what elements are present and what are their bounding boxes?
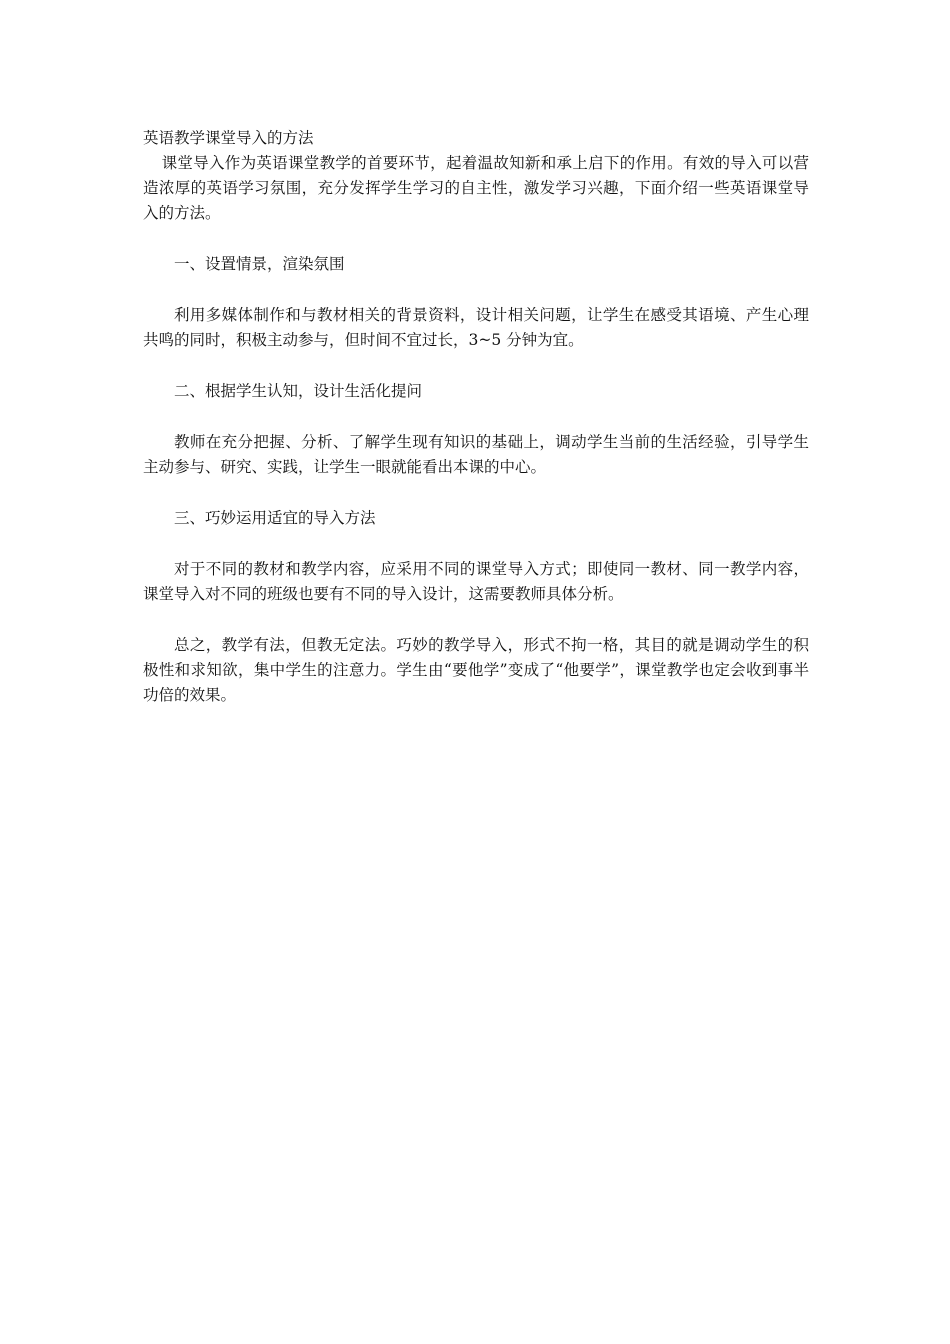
section-body-3: 对于不同的教材和教学内容，应采用不同的课堂导入方式；即使同一教材、同一教学内容，课堂导入对不同的班级也要有不同的导入设计，这需要教师具体分析。 (143, 560, 809, 603)
conclusion-paragraph: 总之，教学有法，但教无定法。巧妙的教学导入，形式不拘一格，其目的就是调动学生的积极性和求知欲，集中学生的注意力。学生由“要他学”变成了“他要学”，课堂教学也定会收到事半功倍的效果。 (143, 636, 809, 704)
section-body-2: 教师在充分把握、分析、了解学生现有知识的基础上，调动学生当前的生活经验，引导学生主动参与、研究、实践，让学生一眼就能看出本课的中心。 (143, 433, 809, 476)
section-heading-1: 一、设置情景，渲染氛围 (174, 255, 345, 273)
document-title: 英语教学课堂导入的方法 (143, 129, 314, 147)
document-page (143, 126, 809, 708)
section-heading-2: 二、根据学生认知，设计生活化提问 (174, 382, 423, 400)
section-heading-3: 三、巧妙运用适宜的导入方法 (174, 509, 376, 527)
intro-paragraph: 课堂导入作为英语课堂教学的首要环节，起着温故知新和承上启下的作用。有效的导入可以营造浓厚的英语学习氛围，充分发挥学生学习的自主性，激发学习兴趣，下面介绍一些英语课堂导入的方法。 (143, 154, 809, 222)
section-body-1: 利用多媒体制作和与教材相关的背景资料，设计相关问题，让学生在感受其语境、产生心理共鸣的同时，积极主动参与，但时间不宜过长，3~5 分钟为宜。 (143, 306, 809, 349)
